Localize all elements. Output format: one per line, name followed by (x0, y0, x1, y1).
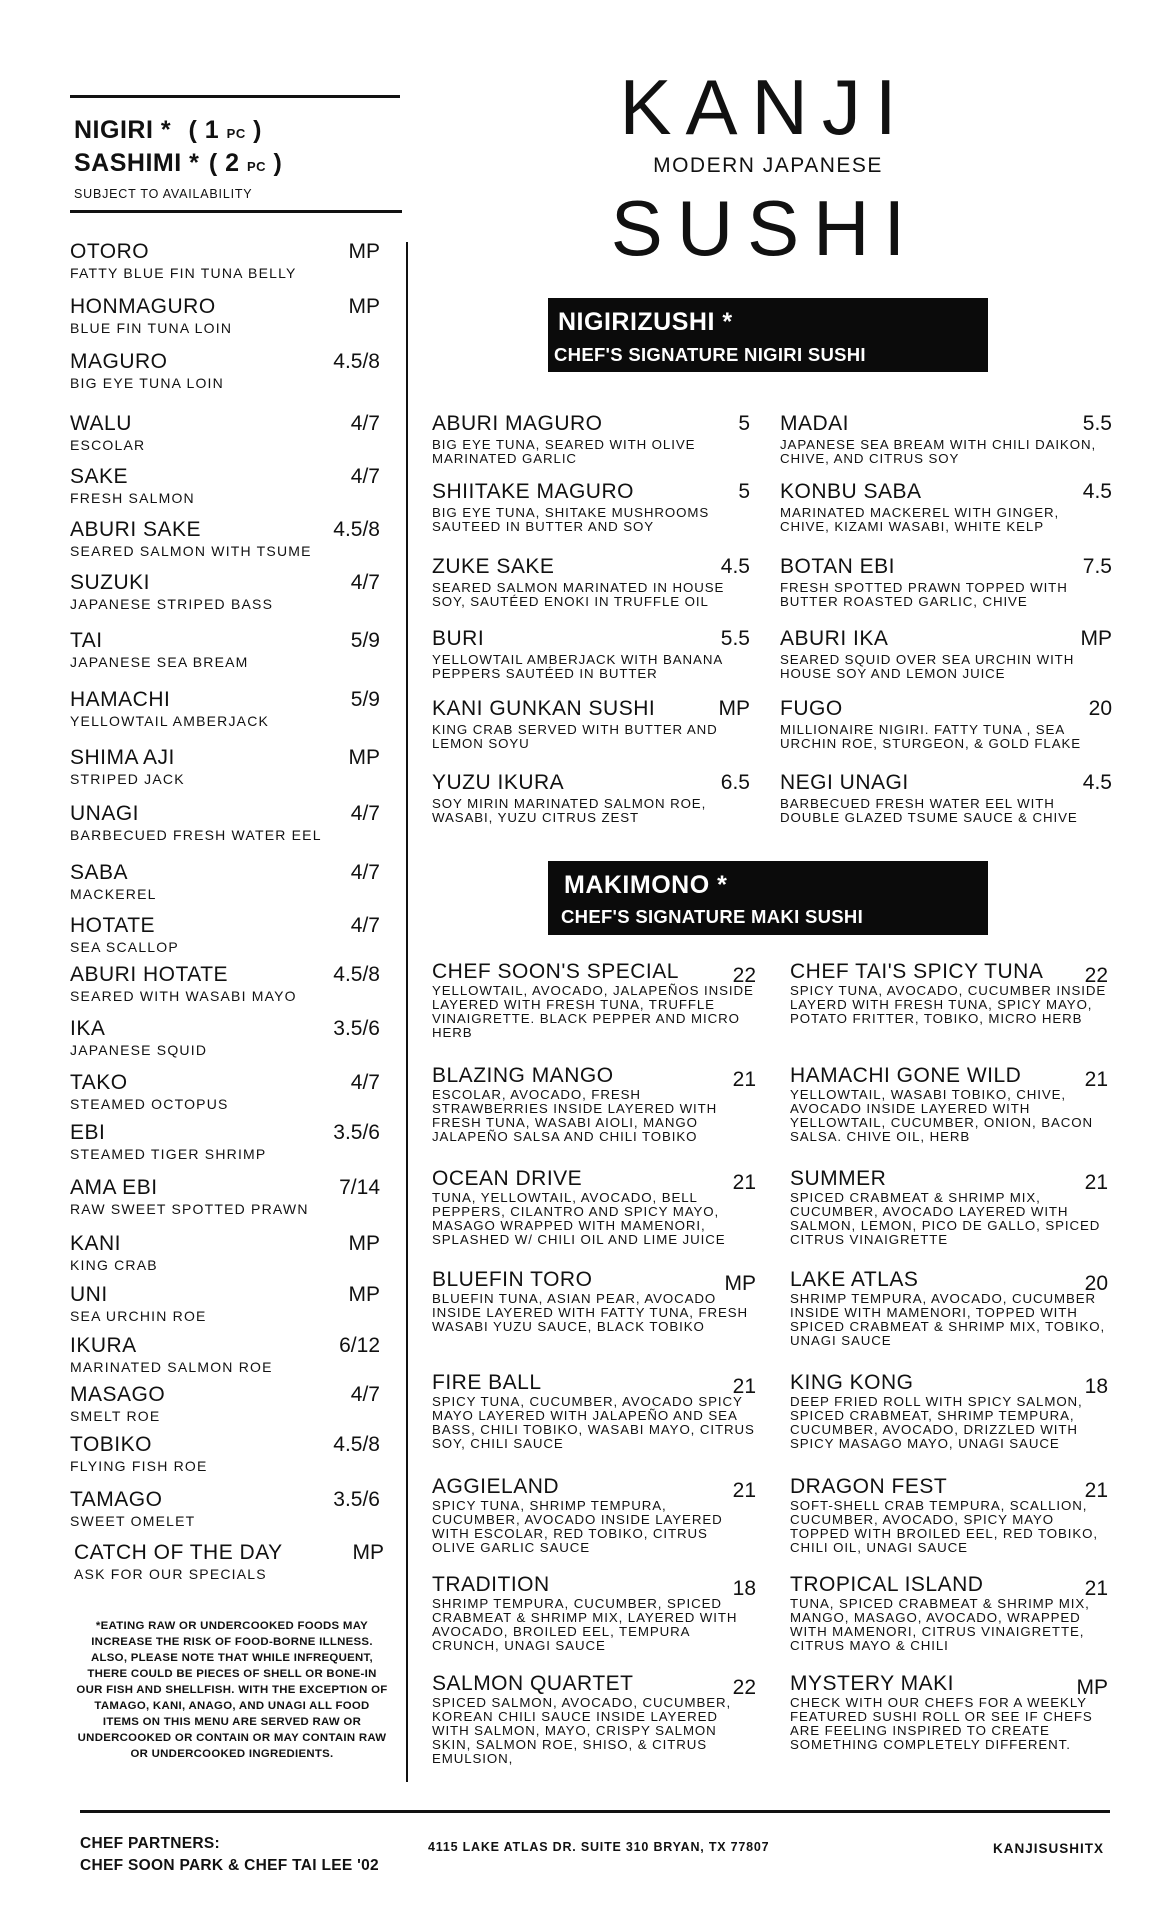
menu-item (70, 1383, 380, 1424)
menu-item (70, 1121, 380, 1162)
item-description: BARBECUED FRESH WATER EEL (70, 827, 322, 843)
item-price: 6/12 (339, 1334, 380, 1357)
item-description: SEARED SALMON MARINATED IN HOUSE SOY, SAUTÉED ENOKI IN TRUFFLE OIL (432, 580, 725, 609)
item-price: 7/14 (339, 1176, 380, 1199)
item-description: FRESH SALMON (70, 490, 195, 506)
item-description: SPICED SALMON, AVOCADO, CUCUMBER, KOREAN CHILI SAUCE INSIDE LAYERED WITH SALMON, MAYO, CRISPY SALMON SKIN, SALMON ROE, SHISO, & CITRUS EMULSION, (432, 1695, 732, 1766)
menu-item (70, 861, 380, 902)
item-name: WALU (70, 412, 132, 435)
sashimi-label: SASHIMI * (74, 149, 200, 177)
item-description: FRESH SPOTTED PRAWN TOPPED WITH BUTTER ROASTED GARLIC, CHIVE (780, 580, 1068, 609)
chef-partners-label: CHEF PARTNERS: (80, 1835, 220, 1852)
item-description: SWEET OMELET (70, 1513, 196, 1529)
makimono-subtitle: CHEF'S SIGNATURE MAKI SUSHI (561, 906, 864, 927)
item-price: 5/9 (350, 629, 380, 652)
item-description: TUNA, YELLOWTAIL, AVOCADO, BELL PEPPERS, CILANTRO AND SPICY MAYO, MASAGO WRAPPED WITH MAMENORI, SPLASHED W/ CHILI OIL AND LIME JUICE (432, 1190, 726, 1247)
menu-item (70, 746, 380, 787)
item-name: BLAZING MANGO (432, 1064, 614, 1087)
menu-item (70, 1017, 380, 1058)
item-description: ASK FOR OUR SPECIALS (74, 1566, 267, 1582)
item-price: MP (352, 1541, 384, 1564)
item-description: STRIPED JACK (70, 771, 185, 787)
item-name: SHIMA AJI (70, 746, 175, 769)
logo-sushi: SUSHI (610, 184, 920, 272)
item-name: SUZUKI (70, 571, 151, 594)
menu-item (70, 518, 380, 559)
menu-item (70, 1071, 380, 1112)
item-price: MP (718, 697, 750, 720)
item-description: MACKEREL (70, 886, 157, 902)
makimono-title: MAKIMONO * (564, 871, 728, 899)
item-description: SPICY TUNA, SHRIMP TEMPURA, CUCUMBER, AVOCADO INSIDE LAYERED WITH ESCOLAR, RED TOBIKO, CITRUS OLIVE GARLIC SAUCE (432, 1498, 723, 1555)
maki-item (432, 1371, 756, 1451)
maki-item (790, 1268, 1108, 1348)
item-price: 21 (732, 1068, 756, 1091)
item-description: BIG EYE TUNA LOIN (70, 375, 224, 391)
menu-item (70, 295, 380, 336)
item-description: BARBECUED FRESH WATER EEL WITH DOUBLE GLAZED TSUME SAUCE & CHIVE (780, 796, 1078, 825)
item-name: ABURI IKA (780, 627, 889, 650)
maki-item (432, 1475, 756, 1555)
nigirizushi-subtitle: CHEF'S SIGNATURE NIGIRI SUSHI (554, 344, 866, 365)
item-name: SALMON QUARTET (432, 1672, 634, 1695)
item-price: 5.5 (1082, 412, 1112, 435)
item-price: 4/7 (350, 1071, 380, 1094)
menu-item (70, 465, 380, 506)
item-price: 4.5 (720, 555, 750, 578)
item-price: 18 (732, 1577, 756, 1600)
item-price: 4/7 (350, 914, 380, 937)
item-name: BLUEFIN TORO (432, 1268, 593, 1291)
column-divider (406, 242, 408, 1782)
item-name: OCEAN DRIVE (432, 1167, 583, 1190)
menu-item (70, 350, 380, 391)
nigiri-item (780, 771, 1112, 825)
nigiri-item (780, 555, 1112, 609)
item-description: ESCOLAR, AVOCADO, FRESH STRAWBERRIES INSIDE LAYERED WITH FRESH TUNA, WASABI AIOLI, MANGO JALAPEÑO SALSA AND CHILI TOBIKO (432, 1087, 718, 1144)
item-description: KING CRAB SERVED WITH BUTTER AND LEMON SOYU (432, 722, 718, 751)
item-description: SMELT ROE (70, 1408, 161, 1424)
item-description: BIG EYE TUNA, SEARED WITH OLIVE MARINATED GARLIC (432, 437, 696, 466)
food-safety-disclaimer: *EATING RAW OR UNDERCOOKED FOODS MAY INCREASE THE RISK OF FOOD-BORNE ILLNESS. ALSO, PLEASE NOTE THAT WHILE INFREQUENT, THERE COULD BE PIECES OF SHELL OR BONE-IN OUR FISH AND SHELLFISH. WITH THE EXCEPTION OF TAMAGO, KANI, ANAGO, AND UNAGI ALL FOOD ITEMS ON THIS MENU ARE SERVED RAW OR UNDERCOOKED OR CONTAIN OR MAY CONTAIN RAW OR UNDERCOOKED INGREDIENTS. (76, 1620, 388, 1760)
item-name: KING KONG (790, 1371, 914, 1394)
nigirizushi-banner (548, 298, 988, 372)
maki-item (432, 1167, 756, 1247)
item-name: LAKE ATLAS (790, 1268, 919, 1291)
maki-item (790, 960, 1108, 1026)
item-description: YELLOWTAIL AMBERJACK WITH BANANA PEPPERS SAUTÉED IN BUTTER (432, 652, 723, 681)
item-description: STEAMED OCTOPUS (70, 1096, 229, 1112)
item-description: CHECK WITH OUR CHEFS FOR A WEEKLY FEATURED SUSHI ROLL OR SEE IF CHEFS ARE FEELING INSPIRED TO CREATE SOMETHING COMPLETELY DIFFERENT. (790, 1695, 1093, 1752)
item-description: SEARED SQUID OVER SEA URCHIN WITH HOUSE SOY AND LEMON JUICE (780, 652, 1075, 681)
item-name: KONBU SABA (780, 480, 922, 503)
item-description: MARINATED SALMON ROE (70, 1359, 273, 1375)
maki-item (432, 1573, 756, 1653)
chef-partners-names: CHEF SOON PARK & CHEF TAI LEE '02 (80, 1857, 379, 1874)
item-price: MP (348, 240, 380, 263)
nigiri-item (780, 480, 1112, 534)
item-description: MILLIONAIRE NIGIRI. FATTY TUNA , SEA URCHIN ROE, STURGEON, & GOLD FLAKE (780, 722, 1082, 751)
item-name: SHIITAKE MAGURO (432, 480, 634, 503)
menu-item (70, 1488, 380, 1529)
maki-item (432, 960, 756, 1040)
menu-item (70, 1283, 380, 1324)
item-price: 5 (738, 480, 750, 503)
maki-item (790, 1573, 1108, 1653)
item-name: FIRE BALL (432, 1371, 542, 1394)
item-price: MP (1076, 1676, 1108, 1699)
item-description: BLUEFIN TUNA, ASIAN PEAR, AVOCADO INSIDE LAYERED WITH FATTY TUNA, FRESH WASABI YUZU SAUCE, BLACK TOBIKO (432, 1291, 749, 1334)
menu-item (70, 1433, 380, 1474)
item-description: YELLOWTAIL AMBERJACK (70, 713, 270, 729)
nigiri-pc: ( 1 PC ) (188, 116, 262, 144)
item-name: EBI (70, 1121, 106, 1144)
item-price: 22 (1084, 964, 1108, 987)
item-description: MARINATED MACKEREL WITH GINGER, CHIVE, KIZAMI WASABI, WHITE KELP (780, 505, 1060, 534)
item-name: TRADITION (432, 1573, 550, 1596)
footer-divider (80, 1810, 1110, 1813)
item-name: HONMAGURO (70, 295, 216, 318)
item-name: TAMAGO (70, 1488, 163, 1511)
item-description: SPICY TUNA, AVOCADO, CUCUMBER INSIDE LAYERD WITH FRESH TUNA, SPICY MAYO, POTATO FRITTER, TOBIKO, MICRO HERB (790, 983, 1107, 1026)
item-name: HAMACHI (70, 688, 171, 711)
sashimi-heading (74, 149, 282, 178)
nigiri-item (780, 627, 1112, 681)
item-price: 21 (1084, 1479, 1108, 1502)
maki-item (432, 1268, 756, 1334)
item-price: MP (724, 1272, 756, 1295)
item-price: MP (348, 1232, 380, 1255)
item-name: TOBIKO (70, 1433, 152, 1456)
maki-item (790, 1064, 1108, 1144)
item-name: CHEF SOON'S SPECIAL (432, 960, 679, 983)
item-price: 4.5/8 (333, 518, 380, 541)
item-name: BOTAN EBI (780, 555, 895, 578)
item-price: 22 (732, 1676, 756, 1699)
nigiri-item (780, 412, 1112, 466)
logo-kanji: KANJI (619, 63, 911, 151)
makimono-banner (548, 861, 988, 935)
item-description: SEARED WITH WASABI MAYO (70, 988, 297, 1004)
item-price: 4/7 (350, 571, 380, 594)
item-price: 4.5/8 (333, 1433, 380, 1456)
top-left-divider (70, 95, 400, 98)
item-name: KANI (70, 1232, 122, 1255)
item-name: KANI GUNKAN SUSHI (432, 697, 656, 720)
social-handle: KANJISUSHITX (993, 1841, 1105, 1856)
item-description: JAPANESE STRIPED BASS (70, 596, 274, 612)
maki-item (790, 1475, 1108, 1555)
item-name: UNAGI (70, 802, 140, 825)
maki-item (790, 1167, 1108, 1247)
menu-item (70, 240, 380, 281)
maki-item (790, 1672, 1108, 1752)
maki-item (790, 1371, 1108, 1451)
item-description: YELLOWTAIL, AVOCADO, JALAPEÑOS INSIDE LAYERED WITH FRESH TUNA, TRUFFLE VINAIGRETTE. BLACK PEPPER AND MICRO HERB (432, 983, 754, 1040)
item-name: YUZU IKURA (432, 771, 565, 794)
item-price: 4/7 (350, 1383, 380, 1406)
item-description: YELLOWTAIL, WASABI TOBIKO, CHIVE, AVOCADO INSIDE LAYERED WITH YELLOWTAIL, CUCUMBER, ONION, BACON SALSA. CHIVE OIL, HERB (790, 1087, 1093, 1144)
left-header-divider (70, 210, 402, 213)
nigiri-label: NIGIRI * (74, 116, 172, 144)
menu-item (70, 571, 380, 612)
item-description: KING CRAB (70, 1257, 158, 1273)
item-price: 3.5/6 (333, 1488, 380, 1511)
item-description: SHRIMP TEMPURA, AVOCADO, CUCUMBER INSIDE WITH MAMENORI, TOPPED WITH SPICED CRABMEAT & SHRIMP MIX, TOBIKO, UNAGI SAUCE (790, 1291, 1106, 1348)
item-description: DEEP FRIED ROLL WITH SPICY SALMON, SPICED CRABMEAT, SHRIMP TEMPURA, CUCUMBER, AVOCADO, DRIZZLED WITH SPICY MASAGO MAYO, UNAGI SAUCE (790, 1394, 1083, 1451)
item-price: 18 (1084, 1375, 1108, 1398)
item-price: 4/7 (350, 861, 380, 884)
item-price: MP (348, 295, 380, 318)
item-price: 6.5 (720, 771, 750, 794)
item-name: CHEF TAI'S SPICY TUNA (790, 960, 1044, 983)
item-description: SHRIMP TEMPURA, CUCUMBER, SPICED CRABMEAT & SHRIMP MIX, LAYERED WITH AVOCADO, BROILED EEL, TEMPURA CRUNCH, UNAGI SAUCE (432, 1596, 738, 1653)
item-name: IKURA (70, 1334, 137, 1357)
item-price: 21 (1084, 1171, 1108, 1194)
item-name: MAGURO (70, 350, 168, 373)
item-price: 4/7 (350, 412, 380, 435)
menu-item (70, 412, 380, 453)
item-name: SABA (70, 861, 129, 884)
item-price: 21 (1084, 1068, 1108, 1091)
item-price: 4.5 (1082, 771, 1112, 794)
item-description: JAPANESE SEA BREAM WITH CHILI DAIKON, CHIVE, AND CITRUS SOY (780, 437, 1097, 466)
nigirizushi-title: NIGIRIZUSHI * (558, 308, 733, 336)
item-description: STEAMED TIGER SHRIMP (70, 1146, 267, 1162)
item-name: CATCH OF THE DAY (74, 1541, 283, 1564)
item-price: MP (1080, 627, 1112, 650)
item-name: SUMMER (790, 1167, 887, 1190)
nigiri-item (432, 771, 750, 825)
item-description: FATTY BLUE FIN TUNA BELLY (70, 265, 297, 281)
item-price: 21 (1084, 1577, 1108, 1600)
item-price: 3.5/6 (333, 1121, 380, 1144)
chef-partners (80, 1833, 379, 1877)
item-name: TAKO (70, 1071, 128, 1094)
item-price: 4.5 (1082, 480, 1112, 503)
item-price: 22 (732, 964, 756, 987)
item-description: SEA SCALLOP (70, 939, 179, 955)
availability-note: SUBJECT TO AVAILABILITY (74, 187, 253, 201)
item-description: SPICED CRABMEAT & SHRIMP MIX, CUCUMBER, AVOCADO LAYERED WITH SALMON, LEMON, PICO DE GALLO, SPICED CITRUS VINAIGRETTE (790, 1190, 1101, 1247)
menu-item (70, 1334, 380, 1375)
menu-item (70, 1232, 380, 1273)
item-name: MYSTERY MAKI (790, 1672, 954, 1695)
item-description: SPICY TUNA, CUCUMBER, AVOCADO SPICY MAYO LAYERED WITH JALAPEÑO AND SEA BASS, CHILI TOBIKO, WASABI MAYO, CITRUS SOY, CHILI SAUCE (432, 1394, 755, 1451)
item-description: BIG EYE TUNA, SHITAKE MUSHROOMS SAUTEED IN BUTTER AND SOY (432, 505, 710, 534)
item-name: FUGO (780, 697, 843, 720)
item-name: AMA EBI (70, 1176, 158, 1199)
item-description: TUNA, SPICED CRABMEAT & SHRIMP MIX, MANGO, MASAGO, AVOCADO, WRAPPED WITH MAMENORI, CITRUS VINAIGRETTE, CITRUS MAYO & CHILI (790, 1596, 1090, 1653)
item-price: 5 (738, 412, 750, 435)
item-name: MASAGO (70, 1383, 166, 1406)
item-price: 20 (1088, 697, 1112, 720)
item-name: SAKE (70, 465, 129, 488)
menu-item (74, 1541, 384, 1582)
item-price: 3.5/6 (333, 1017, 380, 1040)
item-description: SOFT-SHELL CRAB TEMPURA, SCALLION, CUCUMBER, AVOCADO, SPICY MAYO TOPPED WITH BROILED EEL, RED TOBIKO, CHILI OIL, UNAGI SAUCE (790, 1498, 1099, 1555)
nigiri-item (780, 697, 1112, 751)
item-price: 5.5 (720, 627, 750, 650)
nigiri-item (432, 697, 750, 751)
item-price: 21 (732, 1171, 756, 1194)
item-price: 21 (732, 1375, 756, 1398)
item-name: ZUKE SAKE (432, 555, 555, 578)
menu-item (70, 1176, 380, 1217)
item-name: HOTATE (70, 914, 156, 937)
nigiri-item (432, 555, 750, 609)
item-name: NEGI UNAGI (780, 771, 909, 794)
menu-item (70, 963, 380, 1004)
menu-item (70, 802, 380, 843)
item-name: OTORO (70, 240, 150, 263)
item-name: ABURI MAGURO (432, 412, 603, 435)
maki-item (432, 1064, 756, 1144)
item-description: ESCOLAR (70, 437, 146, 453)
item-name: UNI (70, 1283, 108, 1306)
item-price: 21 (732, 1479, 756, 1502)
item-name: ABURI HOTATE (70, 963, 229, 986)
item-price: 4.5/8 (333, 963, 380, 986)
item-description: RAW SWEET SPOTTED PRAWN (70, 1201, 309, 1217)
item-name: ABURI SAKE (70, 518, 202, 541)
item-name: AGGIELAND (432, 1475, 560, 1498)
item-name: DRAGON FEST (790, 1475, 948, 1498)
item-name: HAMACHI GONE WILD (790, 1064, 1022, 1087)
item-name: IKA (70, 1017, 106, 1040)
sashimi-pc: ( 2 PC ) (208, 149, 283, 177)
nigiri-item (432, 627, 750, 681)
item-description: FLYING FISH ROE (70, 1458, 208, 1474)
nigiri-item (432, 480, 750, 534)
item-price: 5/9 (350, 688, 380, 711)
nigiri-item (432, 412, 750, 466)
menu-item (70, 688, 380, 729)
item-description: JAPANESE SQUID (70, 1042, 208, 1058)
item-description: SEA URCHIN ROE (70, 1308, 207, 1324)
logo-subtitle: MODERN JAPANESE (653, 154, 883, 177)
menu-item (70, 629, 380, 670)
item-description: JAPANESE SEA BREAM (70, 654, 249, 670)
item-description: SEARED SALMON WITH TSUME (70, 543, 312, 559)
menu-item (70, 914, 380, 955)
nigiri-heading (74, 116, 262, 145)
item-price: 20 (1084, 1272, 1108, 1295)
maki-item (432, 1672, 756, 1766)
item-price: 4.5/8 (333, 350, 380, 373)
item-price: 7.5 (1082, 555, 1112, 578)
item-price: 4/7 (350, 802, 380, 825)
address: 4115 LAKE ATLAS DR. SUITE 310 BRYAN, TX 77807 (428, 1840, 770, 1854)
item-name: MADAI (780, 412, 850, 435)
item-description: BLUE FIN TUNA LOIN (70, 320, 233, 336)
item-name: TAI (70, 629, 103, 652)
item-description: SOY MIRIN MARINATED SALMON ROE, WASABI, YUZU CITRUS ZEST (432, 796, 707, 825)
item-price: MP (348, 746, 380, 769)
item-price: 4/7 (350, 465, 380, 488)
item-price: MP (348, 1283, 380, 1306)
item-name: BURI (432, 627, 485, 650)
item-name: TROPICAL ISLAND (790, 1573, 984, 1596)
